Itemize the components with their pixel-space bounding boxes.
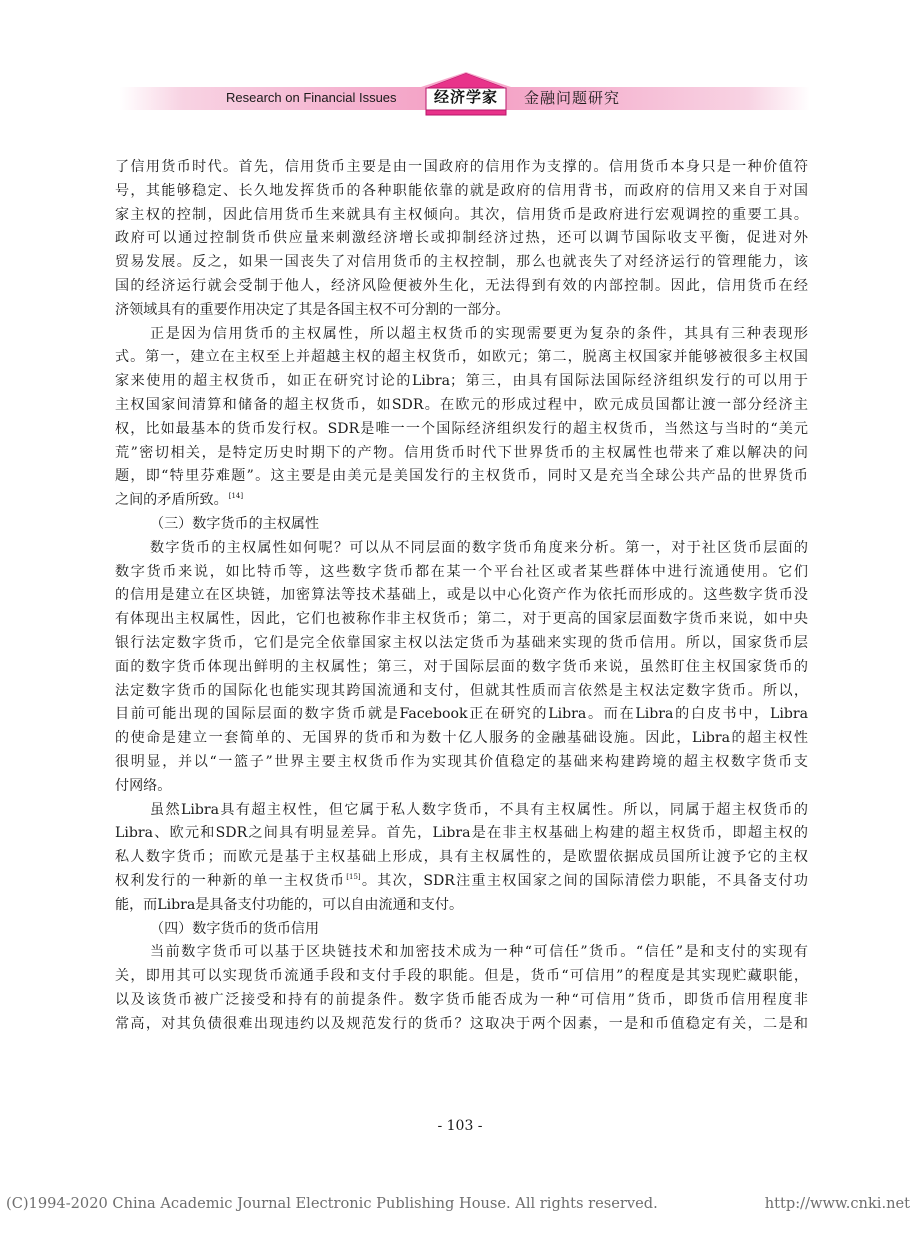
text-line: 法定数字货币的国际化也能实现其跨国流通和支付，但就其性质而言依然是主权法定数字货币。所以， (115, 682, 808, 699)
text-line: 济领域具有的重要作用决定了其是各国主权不可分割的一部分。 (115, 301, 510, 318)
text-line: 能，而Libra是具备支付功能的，可以自由流通和支付。 (115, 896, 464, 913)
text-line: 面的数字货币体现出鲜明的主权属性；第三，对于国际层面的数字货币来说，虽然盯住主权国家货币的 (115, 658, 808, 675)
text-segment: 。其次，SDR注重主权国家之间的国际清偿力职能，不具备支付功 (360, 872, 808, 889)
text-line: 目前可能出现的国际层面的数字货币就是Facebook正在研究的Libra。而在Libra的白皮书中，Libra (115, 706, 808, 723)
journal-title-english: Research on Financial Issues (226, 90, 397, 105)
text-line: 常高，对其负债很难出现违约以及规范发行的货币？这取决于两个因素，一是和币值稳定有关，二是和 (115, 1015, 808, 1032)
text-segment: 权利发行的一种新的单一主权货币 (115, 872, 346, 889)
text-line: 数字货币来说，如比特币等，这些数字货币都在某一个平台社区或者某些群体中进行流通使用。它们 (115, 563, 808, 580)
text-line: 号，其能够稳定、长久地发挥货币的各种职能依靠的就是政府的信用背书，而政府的信用又来自于对国 (115, 182, 808, 199)
text-segment: 之间的矛盾所致。 (115, 492, 228, 509)
citation-marker: [15] (346, 872, 361, 881)
article-body (115, 156, 808, 1036)
text-line: 了信用货币时代。首先，信用货币主要是由一国政府的信用作为支撑的。信用货币本身只是一种价值符 (115, 159, 808, 175)
text-line: 以及该货币被广泛接受和持有的前提条件。数字货币能否成为一种“可信用”货币，即货币信用程度非 (115, 991, 808, 1008)
text-line: 家主权的控制，因此信用货币生来就具有主权倾向。其次，信用货币是政府进行宏观调控的重要工具。 (115, 206, 808, 223)
text-line: 国的经济运行就会受制于他人，经济风险便被外生化，无法得到有效的内部控制。因此，信用货币在经 (115, 277, 808, 294)
text-line: Libra、欧元和SDR之间具有明显差异。首先，Libra是在非主权基础上构建的超主权货币，即超主权的 (115, 825, 808, 842)
text-line: 的信用是建立在区块链，加密算法等技术基础上，或是以中心化资产作为依托而形成的。这些数字货币没 (115, 587, 808, 604)
text-line: 正是因为信用货币的主权属性，所以超主权货币的实现需要更为复杂的条件，其具有三种表现形 (150, 325, 808, 342)
text-line: 贸易发展。反之，如果一国丧失了对信用货币的主权控制，那么也就丧失了对经济运行的管理能力，该 (115, 254, 808, 271)
text-line: 付网络。 (115, 777, 172, 794)
section-heading: （四）数字货币的货币信用 (150, 920, 320, 937)
text-line: 主权国家间清算和储备的超主权货币，如SDR。在欧元的形成过程中，欧元成员国都让渡一部分经济主 (115, 396, 808, 413)
text-line (115, 870, 808, 894)
text-line: 有体现出主权属性，因此，它们也被称作非主权货币；第二，对于更高的国家层面数字货币来说，如中央 (115, 611, 808, 628)
text-line: 当前数字货币可以基于区块链技术和加密技术成为一种“可信任”货币。“信任”是和支付的实现有 (150, 944, 808, 961)
section-heading: （三）数字货币的主权属性 (150, 515, 320, 532)
text-line: 关，即用其可以实现货币流通手段和支付手段的职能。但是，货币“可信用”的程度是其实现贮藏职能， (115, 968, 808, 985)
text-line: 很明显，并以“一篮子”世界主要主权货币作为实现其价值稳定的基础来构建跨境的超主权数字货币支 (115, 753, 808, 770)
text-line: 的使命是建立一套简单的、无国界的货币和为数十亿人服务的金融基础设施。因此，Libra的超主权性 (115, 730, 808, 747)
footer-site-link[interactable]: http://www.cnki.net (764, 1195, 910, 1212)
text-line: 虽然Libra具有超主权性，但它属于私人数字货币，不具有主权属性。所以，同属于超主权货币的 (150, 801, 808, 818)
page-number: - 103 - (437, 1118, 483, 1134)
text-line: 荒”密切相关，是特定历史时期下的产物。信用货币时代下世界货币的主权属性也带来了难以解决的问 (115, 444, 808, 461)
text-line: 银行法定数字货币，它们是完全依靠国家主权以法定货币为基础来实现的货币信用。所以，国家货币层 (115, 634, 808, 651)
text-line: 权，比如最基本的货币发行权。SDR是唯一一个国际经济组织发行的超主权货币，当然这与当时的“美元 (115, 420, 808, 437)
text-line: 家来使用的超主权货币，如正在研究讨论的Libra；第三，由具有国际法国际经济组织发行的可以用于 (115, 373, 808, 390)
text-line: 政府可以通过控制货币供应量来刺激经济增长或抑制经济过热，还可以调节国际收支平衡，促进对外 (115, 230, 808, 247)
footer-copyright: (C)1994-2020 China Academic Journal Electronic Publishing House. All rights reserved. (6, 1195, 658, 1212)
text-line: 私人数字货币；而欧元是基于主权基础上形成，具有主权属性的，是欧盟依据成员国所让渡予它的主权 (115, 849, 808, 866)
text-line: 题，即“特里芬难题”。这主要是由美元是美国发行的主权货币，同时又是充当全球公共产品的世界货币 (115, 468, 808, 485)
column-title-chinese: 金融问题研究 (524, 89, 621, 107)
text-line: 数字货币的主权属性如何呢？可以从不同层面的数字货币角度来分析。第一，对于社区货币层面的 (150, 539, 808, 556)
text-line: 式。第一，建立在主权至上并超越主权的超主权货币，如欧元；第二，脱离主权国家并能够被很多主权国 (115, 349, 808, 366)
journal-logo-text: 经济学家 (433, 88, 498, 106)
citation-marker: [14] (228, 492, 244, 501)
running-header (0, 0, 920, 130)
footer (6, 1194, 914, 1214)
text-line (115, 489, 808, 513)
